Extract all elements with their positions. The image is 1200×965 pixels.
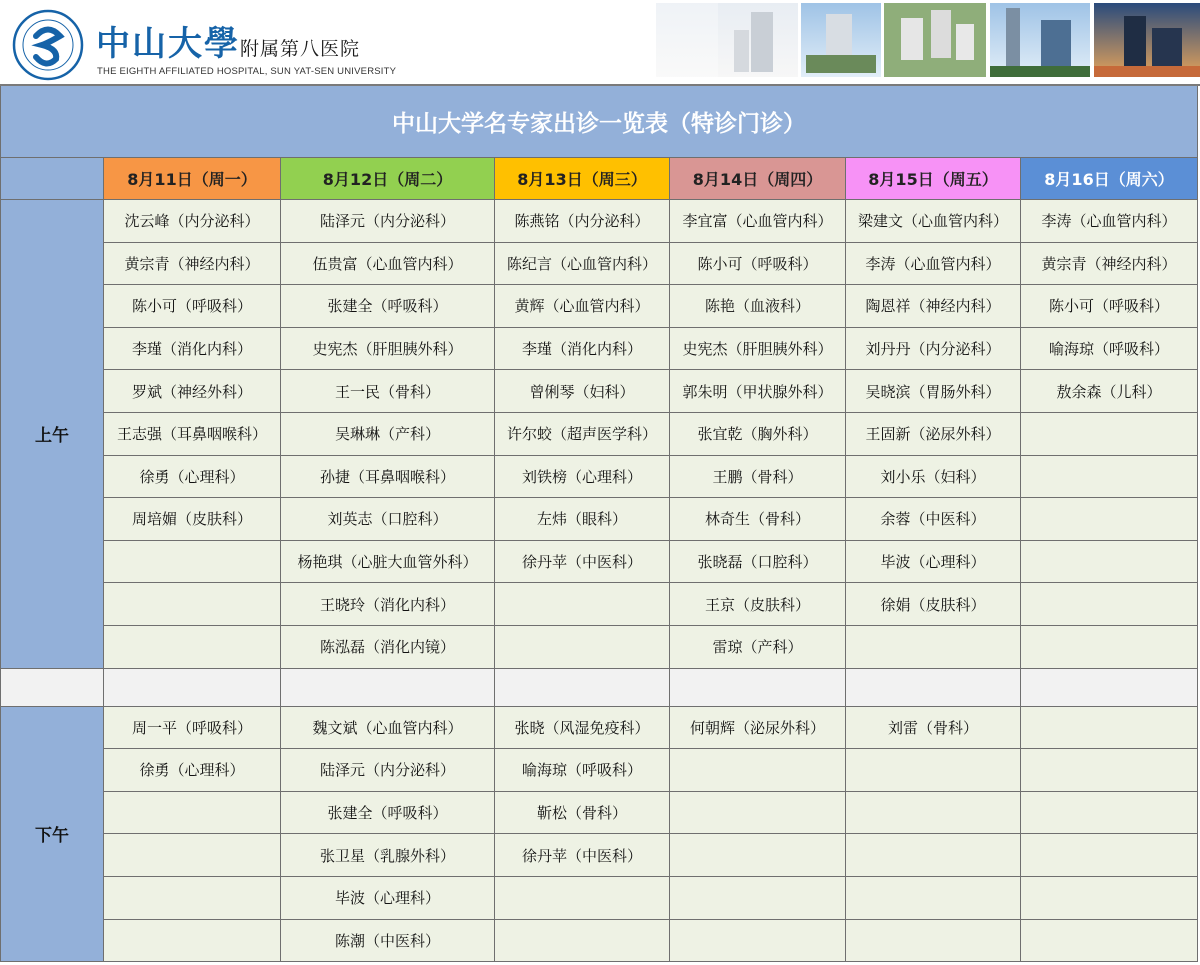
schedule-slot: 毕波（心理科）: [281, 877, 495, 920]
schedule-slot: 沈云峰（内分泌科）: [104, 200, 281, 243]
schedule-slot: 陆泽元（内分泌科）: [281, 749, 495, 792]
schedule-slot: [495, 877, 670, 920]
schedule-slot: 王志强（耳鼻咽喉科）: [104, 413, 281, 456]
schedule-slot: [1021, 920, 1198, 963]
afternoon-label: 下午: [0, 707, 104, 963]
schedule-slot: [846, 792, 1021, 835]
schedule-slot: [846, 749, 1021, 792]
schedule-slot: 刘雷（骨科）: [846, 707, 1021, 750]
schedule-slot: 陈艳（血液科）: [670, 285, 846, 328]
separator-cell: [104, 669, 281, 707]
schedule-slot: [670, 920, 846, 963]
schedule-slot: 余蓉（中医科）: [846, 498, 1021, 541]
schedule-slot: 李瑾（消化内科）: [495, 328, 670, 371]
schedule-slot: [1021, 792, 1198, 835]
schedule-slot: [1021, 834, 1198, 877]
schedule-slot: [104, 792, 281, 835]
schedule-slot: [104, 626, 281, 669]
schedule-slot: [104, 920, 281, 963]
schedule-slot: 喻海琼（呼吸科）: [1021, 328, 1198, 371]
schedule-slot: 张建全（呼吸科）: [281, 285, 495, 328]
schedule-slot: 刘丹丹（内分泌科）: [846, 328, 1021, 371]
schedule-slot: [670, 877, 846, 920]
separator-cell: [1021, 669, 1198, 707]
hospital-name-cn: 中山大學: [96, 24, 240, 64]
schedule-slot: 毕波（心理科）: [846, 541, 1021, 584]
schedule-slot: [1021, 749, 1198, 792]
schedule-slot: 徐勇（心理科）: [104, 456, 281, 499]
schedule-slot: [846, 877, 1021, 920]
schedule-slot: 徐勇（心理科）: [104, 749, 281, 792]
schedule-slot: 张晓（风湿免疫科）: [495, 707, 670, 750]
schedule-slot: 张卫星（乳腺外科）: [281, 834, 495, 877]
schedule-slot: 吴琳琳（产科）: [281, 413, 495, 456]
schedule-slot: 陈泓磊（消化内镜）: [281, 626, 495, 669]
schedule-slot: 敖余森（儿科）: [1021, 370, 1198, 413]
schedule-slot: [846, 834, 1021, 877]
schedule-slot: 陶恩祥（神经内科）: [846, 285, 1021, 328]
schedule-slot: 陈小可（呼吸科）: [104, 285, 281, 328]
schedule-slot: 林奇生（骨科）: [670, 498, 846, 541]
schedule-slot: [1021, 707, 1198, 750]
schedule-slot: 陈小可（呼吸科）: [670, 243, 846, 286]
schedule-slot: 罗斌（神经外科）: [104, 370, 281, 413]
schedule-slot: 魏文斌（心血管内科）: [281, 707, 495, 750]
schedule-slot: 吴晓滨（胃肠外科）: [846, 370, 1021, 413]
day-header-thu: 8月14日（周四）: [670, 158, 846, 200]
schedule-slot: [670, 792, 846, 835]
schedule-slot: [495, 920, 670, 963]
schedule-slot: 周一平（呼吸科）: [104, 707, 281, 750]
schedule-slot: [104, 583, 281, 626]
schedule-slot: 黄宗青（神经内科）: [1021, 243, 1198, 286]
schedule-slot: 杨艳琪（心脏大血管外科）: [281, 541, 495, 584]
schedule-slot: 何朝辉（泌尿外科）: [670, 707, 846, 750]
schedule-slot: 徐娟（皮肤科）: [846, 583, 1021, 626]
schedule-slot: [104, 541, 281, 584]
schedule-slot: 李瑾（消化内科）: [104, 328, 281, 371]
schedule-slot: 陈潮（中医科）: [281, 920, 495, 963]
separator-cell: [846, 669, 1021, 707]
schedule-slot: 雷琼（产科）: [670, 626, 846, 669]
schedule-slot: [104, 834, 281, 877]
schedule-slot: [1021, 626, 1198, 669]
hospital-name-en: THE EIGHTH AFFILIATED HOSPITAL, SUN YAT-SEN UNIVERSITY: [97, 66, 397, 77]
schedule-slot: 梁建文（心血管内科）: [846, 200, 1021, 243]
schedule-slot: 李涛（心血管内科）: [846, 243, 1021, 286]
schedule-slot: 王京（皮肤科）: [670, 583, 846, 626]
schedule-slot: 陈小可（呼吸科）: [1021, 285, 1198, 328]
schedule-slot: 周培媚（皮肤科）: [104, 498, 281, 541]
schedule-slot: 刘铁榜（心理科）: [495, 456, 670, 499]
hospital-header: [0, 0, 1200, 86]
schedule-slot: 黄辉（心血管内科）: [495, 285, 670, 328]
separator-cell: [670, 669, 846, 707]
schedule-slot: [846, 920, 1021, 963]
schedule-slot: 黄宗青（神经内科）: [104, 243, 281, 286]
schedule-slot: [1021, 456, 1198, 499]
schedule-slot: 伍贵富（心血管内科）: [281, 243, 495, 286]
header-corner: [0, 158, 104, 200]
schedule-slot: 陈纪言（心血管内科）: [495, 243, 670, 286]
table-title: 中山大学名专家出诊一览表（特诊门诊）: [0, 86, 1198, 158]
day-header-fri: 8月15日（周五）: [846, 158, 1021, 200]
morning-label: 上午: [0, 200, 104, 669]
schedule-slot: 孙捷（耳鼻咽喉科）: [281, 456, 495, 499]
schedule-slot: 刘小乐（妇科）: [846, 456, 1021, 499]
schedule-slot: 王鹏（骨科）: [670, 456, 846, 499]
schedule-slot: 曾俐琴（妇科）: [495, 370, 670, 413]
day-header-mon: 8月11日（周一）: [104, 158, 281, 200]
schedule-slot: 张晓磊（口腔科）: [670, 541, 846, 584]
schedule-slot: [1021, 498, 1198, 541]
schedule-slot: 史宪杰（肝胆胰外科）: [670, 328, 846, 371]
schedule-table: [0, 86, 1198, 962]
schedule-slot: 李宜富（心血管内科）: [670, 200, 846, 243]
schedule-slot: 左炜（眼科）: [495, 498, 670, 541]
schedule-slot: 王一民（骨科）: [281, 370, 495, 413]
schedule-slot: [1021, 583, 1198, 626]
schedule-slot: 张建全（呼吸科）: [281, 792, 495, 835]
schedule-slot: 许尔蛟（超声医学科）: [495, 413, 670, 456]
schedule-slot: 陆泽元（内分泌科）: [281, 200, 495, 243]
day-header-tue: 8月12日（周二）: [281, 158, 495, 200]
schedule-slot: 徐丹苹（中医科）: [495, 541, 670, 584]
schedule-slot: 陈燕铭（内分泌科）: [495, 200, 670, 243]
schedule-slot: 王晓玲（消化内科）: [281, 583, 495, 626]
separator-cell: [495, 669, 670, 707]
schedule-slot: [846, 626, 1021, 669]
schedule-slot: [495, 583, 670, 626]
hospital-affiliate-cn: 附属第八医院: [240, 38, 361, 60]
schedule-slot: 靳松（骨科）: [495, 792, 670, 835]
schedule-slot: 喻海琼（呼吸科）: [495, 749, 670, 792]
separator-cell: [281, 669, 495, 707]
schedule-slot: 李涛（心血管内科）: [1021, 200, 1198, 243]
schedule-slot: 王固新（泌尿外科）: [846, 413, 1021, 456]
schedule-slot: [104, 877, 281, 920]
schedule-slot: 刘英志（口腔科）: [281, 498, 495, 541]
schedule-slot: [1021, 541, 1198, 584]
schedule-slot: [495, 626, 670, 669]
schedule-slot: [670, 749, 846, 792]
schedule-slot: [1021, 877, 1198, 920]
separator-cell: [0, 669, 104, 707]
schedule-slot: 史宪杰（肝胆胰外科）: [281, 328, 495, 371]
day-header-sat: 8月16日（周六）: [1021, 158, 1198, 200]
schedule-slot: 张宜乾（胸外科）: [670, 413, 846, 456]
hospital-building-photos: [656, 0, 1200, 80]
schedule-slot: 郭朱明（甲状腺外科）: [670, 370, 846, 413]
schedule-slot: [670, 834, 846, 877]
schedule-slot: [1021, 413, 1198, 456]
day-header-wed: 8月13日（周三）: [495, 158, 670, 200]
hospital-emblem-icon: [12, 9, 84, 81]
schedule-slot: 徐丹苹（中医科）: [495, 834, 670, 877]
